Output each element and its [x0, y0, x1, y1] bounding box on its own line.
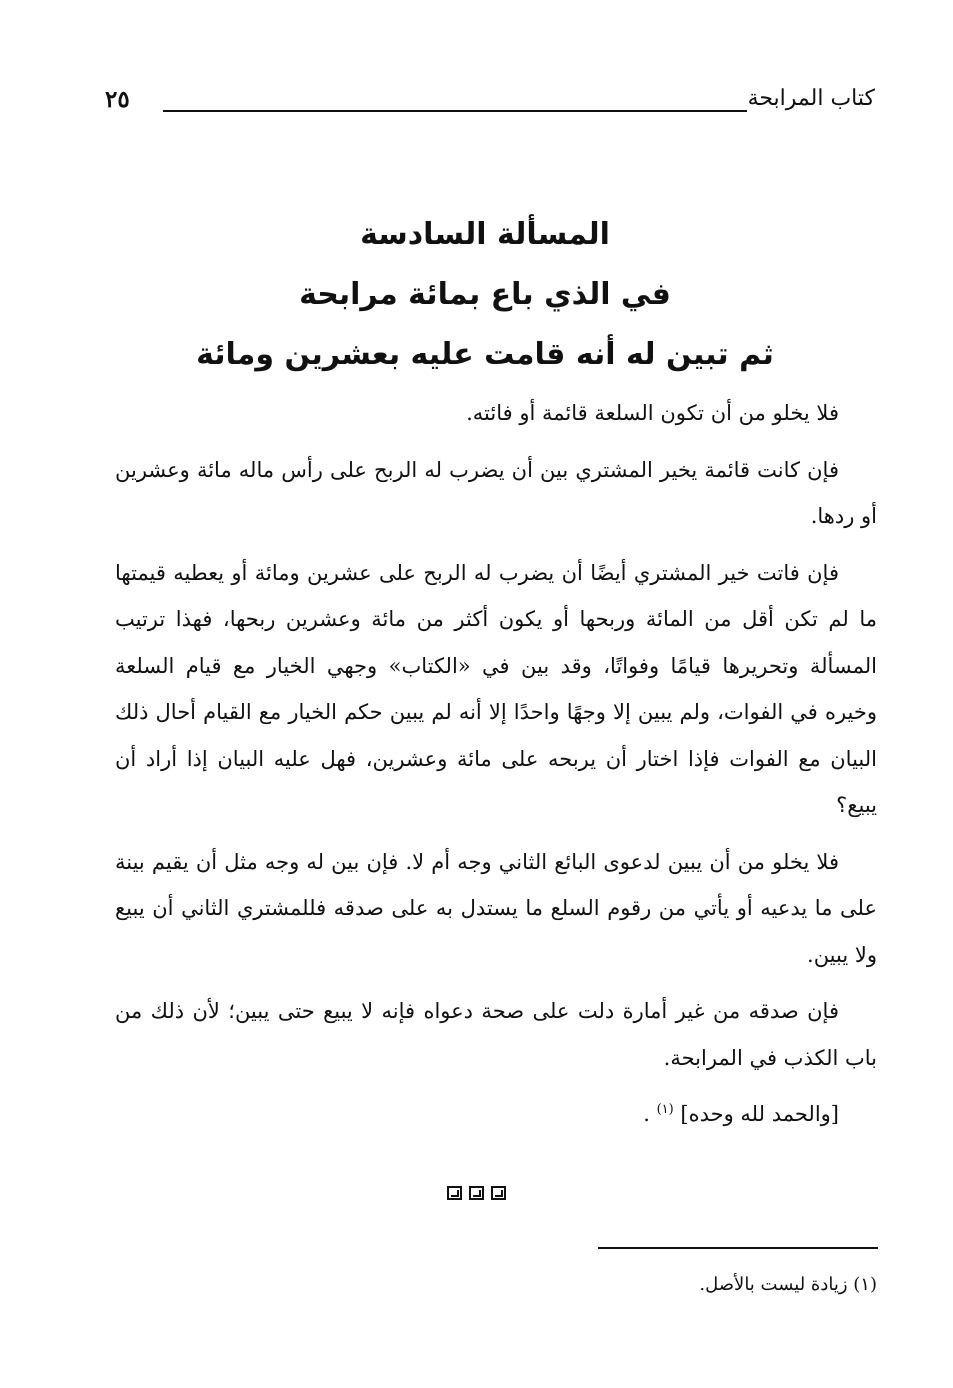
footnote-reference[interactable]: (١): [656, 1102, 674, 1117]
heading-subject: في الذي باع بمائة مرابحة: [299, 277, 671, 312]
closing-period: .: [643, 1102, 650, 1126]
section-headings: [95, 205, 875, 385]
paragraph: فإن صدقه من غير أمارة دلت على صحة دعواه فإنه لا يبيع حتى يبين؛ لأن ذلك من باب الكذب في المرابحة.: [115, 999, 877, 1070]
footnote: (١) زيادة ليست بالأصل.: [699, 1274, 877, 1295]
paragraph: فلا يخلو من أن يبين لدعوى البائع الثاني وجه أم لا. فإن بين له وجه مثل أن يقيم بينة على ما يدعيه أو يأتي من رقوم السلع ما يستدل به على صدقه فللمشتري الثاني أن يبيع ولا يبين.: [115, 849, 877, 967]
box-ornament-icon: [447, 1186, 462, 1200]
closing-praise: [115, 1091, 877, 1138]
running-header: [105, 82, 875, 122]
header-rule: [163, 110, 747, 112]
box-ornament-icon: [469, 1186, 484, 1200]
paragraph: فلا يخلو من أن تكون السلعة قائمة أو فائته.: [466, 401, 839, 425]
paragraph: فإن فاتت خير المشتري أيضًا أن يضرب له الربح على عشرين ومائة أو يعطيه قيمتها ما لم تكن أقل من المائة وربحها أو يكون أكثر من مائة وعشرين ربحها، فهذا ترتيب المسألة وتحريرها قيامًا وفواتًا، وقد بين في «الكتاب» وجهي الخيار مع قيام السلعة وخيره في الفوات، ولم يبين إلا وجهًا واحدًا إلا أنه لم يبين حكم الخيار مع القيام أحال ذلك البيان مع الفوات فإذا اختار أن يربحه على مائة وعشرين، فهل عليه البيان إذا أراد أن يبيع؟: [115, 560, 877, 817]
heading-subject-continued: ثم تبين له أنه قامت عليه بعشرين ومائة: [196, 337, 774, 372]
footnote-rule: [598, 1247, 878, 1249]
heading-issue-number: المسألة السادسة: [360, 217, 610, 252]
closing-text: [والحمد لله وحده]: [680, 1102, 839, 1126]
body-text: [115, 390, 877, 1138]
page-number: ٢٥: [105, 86, 130, 113]
paragraph: فإن كانت قائمة يخير المشتري بين أن يضرب له الربح على رأس ماله مائة وعشرين أو ردها.: [115, 457, 877, 528]
book-title: كتاب المرابحة: [747, 86, 875, 111]
box-ornament-icon: [491, 1186, 506, 1200]
section-separator-icon: [0, 1185, 953, 1204]
